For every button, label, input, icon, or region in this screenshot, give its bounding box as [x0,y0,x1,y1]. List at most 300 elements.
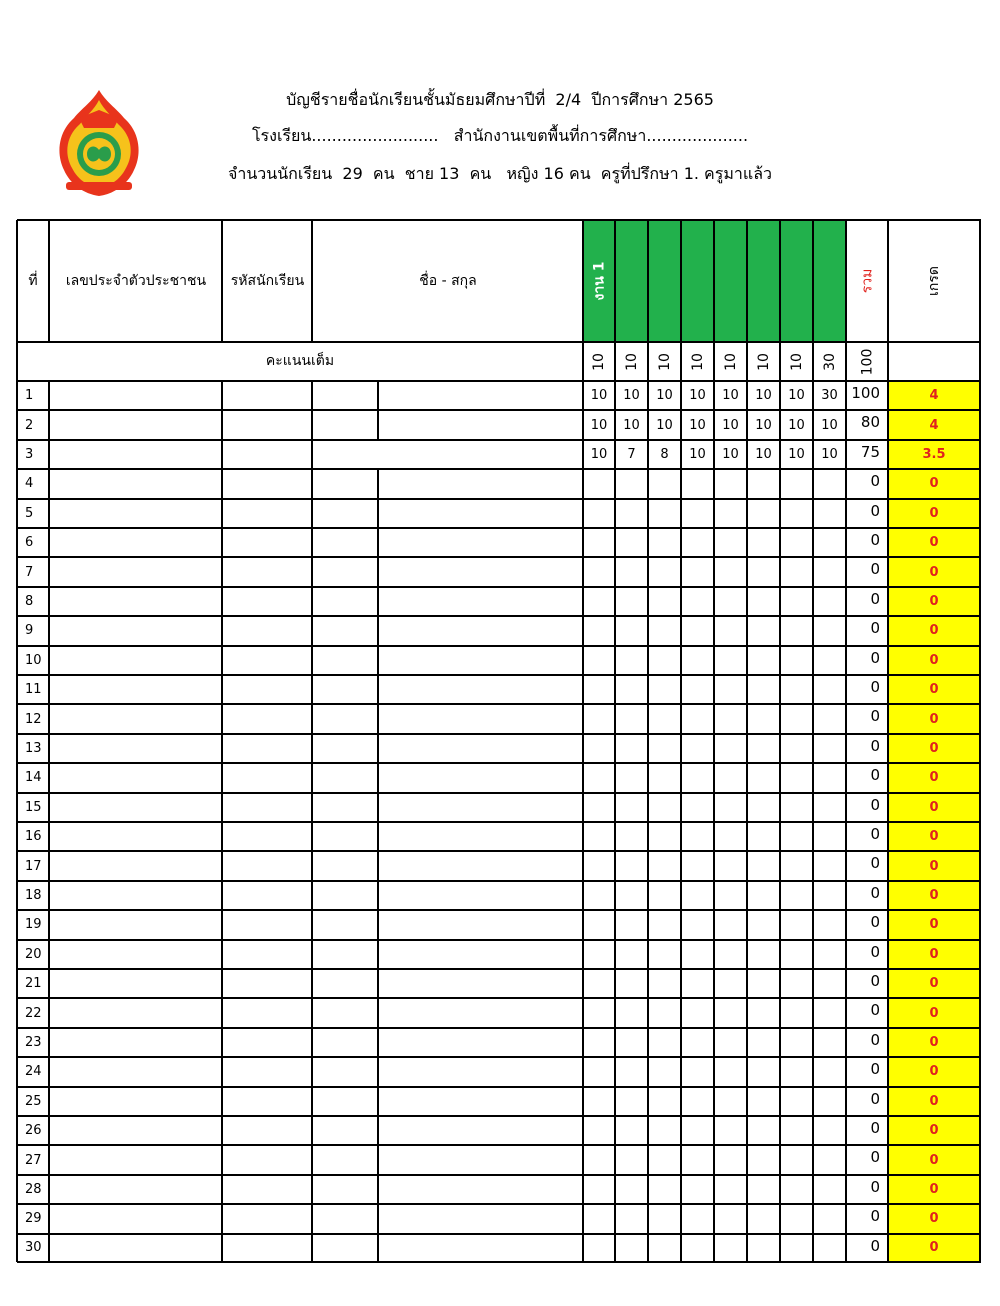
grade-cell: 0 [929,1211,939,1227]
full-score-value: 30 [821,352,838,371]
score-cell[interactable]: 10 [821,446,838,462]
score-cell[interactable]: 10 [656,388,673,404]
score-cell[interactable] [780,1057,813,1086]
row-divider [17,468,981,470]
score-cell[interactable] [747,469,780,498]
score-cell[interactable] [813,998,846,1027]
score-cell[interactable] [813,793,846,822]
score-cell[interactable] [681,704,714,733]
score-cell[interactable] [681,734,714,763]
row-number: 9 [25,623,34,639]
row-divider [17,939,981,941]
score-cell[interactable] [648,1116,681,1145]
score-cell[interactable] [648,704,681,733]
score-cell[interactable] [648,1057,681,1086]
score-cell[interactable] [648,675,681,704]
score-cell[interactable] [583,881,615,910]
score-cell[interactable] [615,734,648,763]
total-cell: 0 [870,942,880,961]
score-cell[interactable]: 7 [627,446,636,462]
score-cell[interactable] [648,1204,681,1233]
score-cell[interactable] [714,734,747,763]
score-cell[interactable] [813,881,846,910]
score-cell[interactable] [780,587,813,616]
score-cell[interactable] [681,1116,714,1145]
score-cell[interactable] [747,763,780,792]
score-cell[interactable] [780,881,813,910]
score-cell[interactable] [681,1234,714,1262]
score-cell[interactable] [747,1057,780,1086]
score-cell[interactable] [813,822,846,851]
score-cell[interactable]: 10 [689,417,706,433]
score-cell[interactable]: 10 [623,388,640,404]
full-score-label: คะแนนเต็ม [265,353,335,369]
score-cell[interactable] [681,469,714,498]
score-cell[interactable] [714,1028,747,1057]
score-cell[interactable] [714,1057,747,1086]
score-cell[interactable] [714,499,747,528]
score-cell[interactable] [681,1057,714,1086]
row-number: 1 [25,388,34,404]
score-cell[interactable] [813,1057,846,1086]
score-cell[interactable] [681,969,714,998]
score-cell[interactable] [681,822,714,851]
school-line: โรงเรียน......................... สำนักงานเขตพื้นที่การศึกษา.................... [251,126,749,145]
column-divider [746,381,748,1262]
score-cell[interactable]: 10 [821,417,838,433]
column-divider [979,381,981,1262]
score-cell[interactable] [747,587,780,616]
score-cell[interactable]: 10 [656,417,673,433]
score-cell[interactable] [615,881,648,910]
score-cell[interactable] [813,763,846,792]
score-cell[interactable] [813,616,846,645]
score-cell[interactable] [583,704,615,733]
grade-cell: 4 [929,417,939,433]
score-cell[interactable] [747,499,780,528]
score-cell[interactable] [747,734,780,763]
score-cell[interactable] [714,646,747,675]
score-cell[interactable] [681,499,714,528]
score-cell[interactable] [615,969,648,998]
score-cell[interactable] [583,528,615,557]
score-cell[interactable] [747,793,780,822]
score-cell[interactable] [780,675,813,704]
column-divider [582,381,584,1262]
score-cell[interactable] [583,587,615,616]
score-cell[interactable] [780,528,813,557]
score-cell[interactable] [780,910,813,939]
score-cell[interactable] [583,910,615,939]
score-cell[interactable] [747,557,780,586]
score-cell[interactable] [583,763,615,792]
score-cell[interactable] [583,1116,615,1145]
score-cell[interactable] [648,1087,681,1116]
score-cell[interactable] [681,557,714,586]
column-divider [614,381,616,1262]
row-divider [17,615,981,617]
score-cell[interactable] [747,616,780,645]
row-number: 30 [25,1240,42,1256]
score-cell[interactable] [813,469,846,498]
score-cell[interactable] [648,557,681,586]
score-cell[interactable] [648,793,681,822]
header-assignment-1: งาน 1 [591,261,608,301]
score-cell[interactable] [681,910,714,939]
total-cell: 0 [870,560,880,579]
score-cell[interactable] [780,851,813,880]
grade-cell: 0 [929,917,939,933]
score-cell[interactable] [780,1175,813,1204]
score-cell[interactable] [615,528,648,557]
score-cell[interactable] [747,1234,780,1262]
score-cell[interactable] [615,646,648,675]
score-cell[interactable] [681,1087,714,1116]
score-cell[interactable] [813,1116,846,1145]
score-cell[interactable] [714,704,747,733]
score-cell[interactable] [583,1234,615,1262]
score-cell[interactable] [780,1234,813,1262]
score-cell[interactable] [583,998,615,1027]
score-cell[interactable] [780,1028,813,1057]
score-cell[interactable]: 10 [590,417,608,433]
score-cell[interactable] [583,646,615,675]
score-cell[interactable] [583,1204,615,1233]
column-divider [647,220,649,342]
header-name: ชื่อ - สกุล [419,273,477,289]
row-divider [17,586,981,588]
score-cell[interactable] [681,1028,714,1057]
row-number: 28 [25,1181,42,1197]
score-cell[interactable] [780,793,813,822]
score-cell[interactable] [813,499,846,528]
total-cell: 0 [870,707,880,726]
total-cell: 0 [870,795,880,814]
score-cell[interactable] [714,1087,747,1116]
row-divider [17,341,981,343]
score-cell[interactable] [681,1175,714,1204]
score-cell[interactable] [583,469,615,498]
grade-cell: 0 [929,1093,939,1109]
full-score-value: 10 [755,352,772,371]
row-number: 3 [25,446,34,462]
score-cell[interactable] [813,734,846,763]
score-cell[interactable] [813,969,846,998]
score-cell[interactable] [583,1028,615,1057]
score-cell[interactable]: 8 [660,446,669,462]
score-cell[interactable] [583,499,615,528]
score-cell[interactable] [648,499,681,528]
row-number: 12 [25,711,42,727]
score-cell[interactable] [583,616,615,645]
score-cell[interactable] [813,1204,846,1233]
score-cell[interactable] [714,1204,747,1233]
score-cell[interactable] [583,1057,615,1086]
score-cell[interactable] [780,1204,813,1233]
row-number: 7 [25,564,34,580]
score-cell[interactable] [583,1175,615,1204]
row-divider [17,409,981,411]
score-cell[interactable] [583,1145,615,1174]
score-cell[interactable] [681,881,714,910]
score-cell[interactable] [714,616,747,645]
row-divider [17,762,981,764]
grade-cell: 0 [929,858,939,874]
score-cell[interactable] [583,940,615,969]
score-cell[interactable] [747,998,780,1027]
score-cell[interactable] [714,528,747,557]
score-cell[interactable] [583,675,615,704]
score-cell[interactable] [615,910,648,939]
score-cell[interactable] [747,1145,780,1174]
score-cell[interactable] [714,793,747,822]
score-cell[interactable] [583,822,615,851]
score-cell[interactable] [615,1087,648,1116]
row-divider [17,1261,981,1263]
score-cell[interactable]: 10 [590,388,608,404]
score-cell[interactable]: 10 [722,417,739,433]
score-cell[interactable] [714,910,747,939]
score-cell[interactable] [714,851,747,880]
score-cell[interactable] [681,1204,714,1233]
row-number: 19 [25,917,42,933]
score-cell[interactable] [747,1028,780,1057]
score-cell[interactable] [747,1175,780,1204]
score-cell[interactable] [615,587,648,616]
score-cell[interactable] [648,587,681,616]
column-divider [16,220,18,342]
score-cell[interactable] [583,969,615,998]
score-cell[interactable] [714,557,747,586]
score-cell[interactable] [681,675,714,704]
score-cell[interactable] [714,998,747,1027]
score-cell[interactable]: 10 [590,446,608,462]
score-cell[interactable] [583,793,615,822]
score-cell[interactable] [583,557,615,586]
score-cell[interactable] [813,528,846,557]
score-cell[interactable] [681,528,714,557]
row-number: 26 [25,1123,42,1139]
score-cell[interactable] [648,616,681,645]
score-cell[interactable] [615,675,648,704]
score-cell[interactable] [714,1116,747,1145]
score-cell[interactable] [615,940,648,969]
score-cell[interactable] [615,1057,648,1086]
score-cell[interactable] [747,969,780,998]
score-cell[interactable] [780,734,813,763]
score-cell[interactable] [714,940,747,969]
header-grade-cell [889,220,979,342]
score-cell[interactable] [747,704,780,733]
score-cell[interactable] [681,1145,714,1174]
grade-cell: 0 [929,1034,939,1050]
score-cell[interactable] [648,734,681,763]
score-cell[interactable] [681,616,714,645]
score-cell[interactable] [780,704,813,733]
score-cell[interactable] [714,587,747,616]
score-cell[interactable] [780,969,813,998]
score-cell[interactable] [813,704,846,733]
score-cell[interactable] [615,763,648,792]
score-cell[interactable] [648,1145,681,1174]
score-cell[interactable] [747,822,780,851]
score-cell[interactable] [648,822,681,851]
score-cell[interactable] [747,851,780,880]
score-cell[interactable] [747,881,780,910]
score-cell[interactable] [615,1116,648,1145]
score-cell[interactable] [681,763,714,792]
score-cell[interactable] [780,940,813,969]
score-cell[interactable] [648,646,681,675]
score-cell[interactable] [714,469,747,498]
score-cell[interactable] [780,499,813,528]
score-cell[interactable] [615,851,648,880]
total-cell: 100 [851,384,880,402]
column-divider [48,220,50,342]
score-cell[interactable] [747,675,780,704]
score-cell[interactable] [615,998,648,1027]
score-cell[interactable] [747,528,780,557]
score-cell[interactable] [648,998,681,1027]
score-cell[interactable] [648,940,681,969]
score-cell[interactable]: 30 [821,388,838,404]
score-cell[interactable] [615,469,648,498]
score-cell[interactable] [615,1028,648,1057]
score-cell[interactable]: 10 [689,446,706,462]
score-cell[interactable] [813,1028,846,1057]
score-cell[interactable] [583,1087,615,1116]
score-cell[interactable]: 10 [689,388,706,404]
score-cell[interactable] [780,469,813,498]
score-cell[interactable] [813,1175,846,1204]
score-cell[interactable] [747,1116,780,1145]
full-score-cell [615,342,648,381]
column-divider [979,342,981,381]
score-cell[interactable] [780,557,813,586]
score-cell[interactable] [615,1175,648,1204]
score-cell[interactable] [747,910,780,939]
score-cell[interactable] [648,910,681,939]
score-cell[interactable] [714,675,747,704]
score-cell[interactable] [813,1145,846,1174]
score-cell[interactable] [714,822,747,851]
score-cell[interactable] [615,1204,648,1233]
row-number: 25 [25,1093,42,1109]
score-cell[interactable] [681,646,714,675]
grade-cell: 0 [929,770,939,786]
score-cell[interactable] [615,557,648,586]
row-number: 8 [25,593,34,609]
row-divider [17,645,981,647]
score-cell[interactable] [747,646,780,675]
grade-cell: 0 [929,505,939,521]
score-cell[interactable] [714,763,747,792]
score-cell[interactable] [615,499,648,528]
score-cell[interactable]: 10 [788,446,805,462]
score-cell[interactable] [714,1234,747,1262]
score-cell[interactable] [714,881,747,910]
score-cell[interactable] [813,587,846,616]
score-cell[interactable] [648,969,681,998]
row-number: 6 [25,535,34,551]
score-cell[interactable] [780,998,813,1027]
score-cell[interactable] [780,646,813,675]
score-cell[interactable] [714,1145,747,1174]
score-cell[interactable] [780,1116,813,1145]
total-cell: 0 [870,972,880,990]
score-cell[interactable] [648,851,681,880]
score-cell[interactable] [583,734,615,763]
column-divider [311,381,313,1262]
score-cell[interactable] [615,793,648,822]
header-total: รวม [858,268,875,294]
score-cell[interactable] [813,557,846,586]
score-cell[interactable]: 10 [788,417,805,433]
score-cell[interactable] [813,675,846,704]
score-cell[interactable] [780,1145,813,1174]
score-cell[interactable] [615,822,648,851]
score-cell[interactable] [648,528,681,557]
score-cell[interactable] [615,1234,648,1262]
score-cell[interactable] [648,1175,681,1204]
score-cell[interactable] [813,940,846,969]
score-cell[interactable] [615,616,648,645]
full-score-cell [747,342,780,381]
score-cell[interactable] [714,969,747,998]
score-cell[interactable] [780,1087,813,1116]
score-cell[interactable]: 10 [755,446,772,462]
row-number: 2 [25,417,34,433]
row-number: 4 [25,476,34,492]
score-cell[interactable] [615,1145,648,1174]
score-cell[interactable] [780,616,813,645]
score-cell[interactable] [583,851,615,880]
score-cell[interactable]: 10 [755,388,772,404]
score-cell[interactable] [747,1204,780,1233]
score-cell[interactable]: 10 [722,388,739,404]
score-cell[interactable] [681,940,714,969]
score-cell[interactable] [813,910,846,939]
score-cell[interactable] [648,881,681,910]
row-divider [17,821,981,823]
score-cell[interactable] [648,1234,681,1262]
score-cell[interactable] [648,763,681,792]
score-cell[interactable] [813,646,846,675]
grade-cell: 0 [929,623,939,639]
score-cell[interactable] [615,704,648,733]
total-cell: 0 [870,501,880,520]
score-cell[interactable]: 10 [755,417,772,433]
score-cell[interactable] [813,1087,846,1116]
score-cell[interactable] [813,1234,846,1262]
score-cell[interactable]: 10 [722,446,739,462]
score-cell[interactable] [747,940,780,969]
score-cell[interactable] [648,1028,681,1057]
score-cell[interactable] [681,793,714,822]
score-cell[interactable] [714,1175,747,1204]
score-cell[interactable] [747,1087,780,1116]
score-cell[interactable] [648,469,681,498]
score-cell[interactable] [780,763,813,792]
column-divider [713,381,715,1262]
score-cell[interactable] [681,851,714,880]
score-cell[interactable]: 10 [788,388,805,404]
score-cell[interactable] [681,998,714,1027]
score-cell[interactable]: 10 [623,417,640,433]
score-cell[interactable] [681,587,714,616]
score-cell[interactable] [780,822,813,851]
score-cell[interactable] [813,851,846,880]
